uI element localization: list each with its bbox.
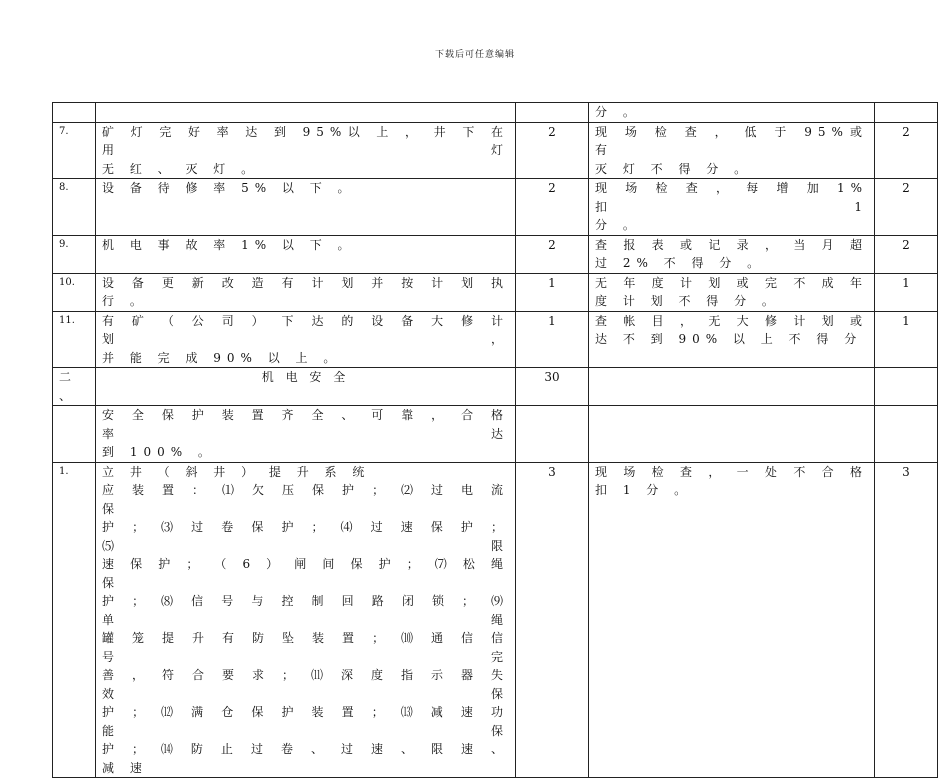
item-number: 8. <box>53 179 96 236</box>
empty-cell <box>589 368 875 406</box>
check-method <box>589 235 875 273</box>
points-value: 1 <box>875 311 938 368</box>
item-requirement-line: 应 装 置 ： ⑴ 欠 压 保 护 ； ⑵ 过 电 流 保 <box>102 483 509 516</box>
item-requirement-line: 护 ； ⑿ 满 仓 保 护 装 置 ； ⒀ 减 速 功 能 保 <box>102 705 509 738</box>
check-method-line: 现 场 检 查 ， 一 处 不 合 格 <box>595 464 868 479</box>
empty-cell <box>516 406 589 463</box>
empty-cell <box>875 406 938 463</box>
check-method-line: 查 帐 目 ， 无 大 修 计 划 或 <box>595 313 868 328</box>
check-method <box>589 311 875 368</box>
table-row <box>53 311 938 368</box>
table-row <box>53 103 938 123</box>
check-method-line: 度 计 划 不 得 分 。 <box>595 294 780 308</box>
section-number <box>53 368 96 406</box>
check-method-line: 扣 1 分 。 <box>595 483 693 497</box>
section-requirement-line: 到 100% 。 <box>102 445 216 459</box>
table-row <box>53 462 938 778</box>
table-row <box>53 273 938 311</box>
item-requirement-line: 设 备 待 修 率 5% 以 下 。 <box>102 181 356 195</box>
item-number: 10. <box>53 273 96 311</box>
points-value: 1 <box>875 273 938 311</box>
item-requirement-line: 护 ； ⒁ 防 止 过 卷 、 过 速 、 限 速 、 减 速 <box>102 742 509 775</box>
section-title: 机 电 安 全 <box>96 368 516 406</box>
section-requirement-line: 安 全 保 护 装 置 齐 全 、 可 靠 ， 合 格 率 达 <box>102 408 509 441</box>
check-method <box>589 103 875 123</box>
item-requirement <box>96 462 516 778</box>
points-value: 2 <box>875 122 938 179</box>
item-requirement-line: 护 ； ⑶ 过 卷 保 护 ； ⑷ 过 速 保 护 ； ⑸ 限 <box>102 520 509 553</box>
standard-score: 2 <box>516 179 589 236</box>
section-requirement <box>96 406 516 463</box>
item-requirement-line: 护 ； ⑻ 信 号 与 控 制 回 路 闭 锁 ； ⑼ 单 绳 <box>102 594 509 627</box>
item-number: 1. <box>53 462 96 778</box>
item-requirement-line: 机 电 事 故 率 1% 以 下 。 <box>102 237 356 252</box>
item-requirement-line: 立 井 （ 斜 井 ） 提 升 系 统 <box>102 464 371 479</box>
check-method <box>589 462 875 778</box>
check-method-line: 现 场 检 查 ， 每 增 加 1% 扣 1 <box>595 181 868 214</box>
check-method-line: 灭 灯 不 得 分 。 <box>595 161 753 176</box>
standard-score: 3 <box>516 462 589 778</box>
item-requirement <box>96 311 516 368</box>
item-requirement <box>96 122 516 179</box>
check-method-line: 无 年 度 计 划 或 完 不 成 年 <box>595 275 868 290</box>
item-number: 9. <box>53 235 96 273</box>
item-requirement-line: 有 矿 （ 公 司 ） 下 达 的 设 备 大 修 计 划 ， <box>102 313 509 346</box>
check-method-line: 过 2% 不 得 分 。 <box>595 256 766 270</box>
check-method-line: 现 场 检 查 ， 低 于 95%或 有 <box>595 124 868 157</box>
table-row <box>53 235 938 273</box>
standard-score: 1 <box>516 311 589 368</box>
page-header: 下载后可任意编辑 <box>434 50 515 60</box>
section-score: 30 <box>516 368 589 406</box>
section-row <box>53 368 938 406</box>
points-value: 3 <box>875 462 938 778</box>
standard-score: 2 <box>516 235 589 273</box>
table-row <box>53 122 938 179</box>
standard-score <box>516 103 589 123</box>
table-row <box>53 179 938 236</box>
item-requirement-line: 并 能 完 成 90% 以 上 。 <box>102 350 342 365</box>
item-requirement <box>96 103 516 123</box>
section-number-line: 、 <box>59 388 72 403</box>
table-row <box>53 406 938 463</box>
empty-cell <box>53 406 96 463</box>
check-method-line: 分 。 <box>595 218 641 232</box>
item-requirement-line: 无 红 、 灭 灯 。 <box>102 161 260 176</box>
item-requirement-line: 善 ， 符 合 要 求 ； ⑾ 深 度 指 示 器 失 效 保 <box>102 668 509 701</box>
item-requirement <box>96 235 516 273</box>
points-value: 2 <box>875 235 938 273</box>
item-requirement-line: 设 备 更 新 改 造 有 计 划 并 按 计 划 执 行 。 <box>102 275 509 308</box>
check-method <box>589 273 875 311</box>
empty-cell <box>589 406 875 463</box>
assessment-table <box>52 102 938 778</box>
empty-cell <box>875 368 938 406</box>
standard-score: 1 <box>516 273 589 311</box>
points-value <box>875 103 938 123</box>
item-requirement-line: 罐 笼 提 升 有 防 坠 装 置 ； ⑽ 通 信 信 号 完 <box>102 631 509 664</box>
check-method-line: 查 报 表 或 记 录 ， 当 月 超 <box>595 237 868 252</box>
item-requirement-line: 矿 灯 完 好 率 达 到 95%以 上 ， 井 下 在 用 灯 <box>102 124 509 157</box>
check-method-line: 分 。 <box>595 105 641 119</box>
standard-score: 2 <box>516 122 589 179</box>
section-number-line: 二 <box>59 370 72 384</box>
item-requirement <box>96 273 516 311</box>
item-number: 11. <box>53 311 96 368</box>
item-requirement-line: 速 保 护 ； （ 6 ） 闸 间 保 护 ； ⑺ 松 绳 保 <box>102 557 509 590</box>
check-method-line: 达 不 到 90% 以 上 不 得 分 <box>595 332 863 346</box>
item-requirement <box>96 179 516 236</box>
item-number: 7. <box>53 122 96 179</box>
check-method <box>589 122 875 179</box>
points-value: 2 <box>875 179 938 236</box>
check-method <box>589 179 875 236</box>
item-number <box>53 103 96 123</box>
